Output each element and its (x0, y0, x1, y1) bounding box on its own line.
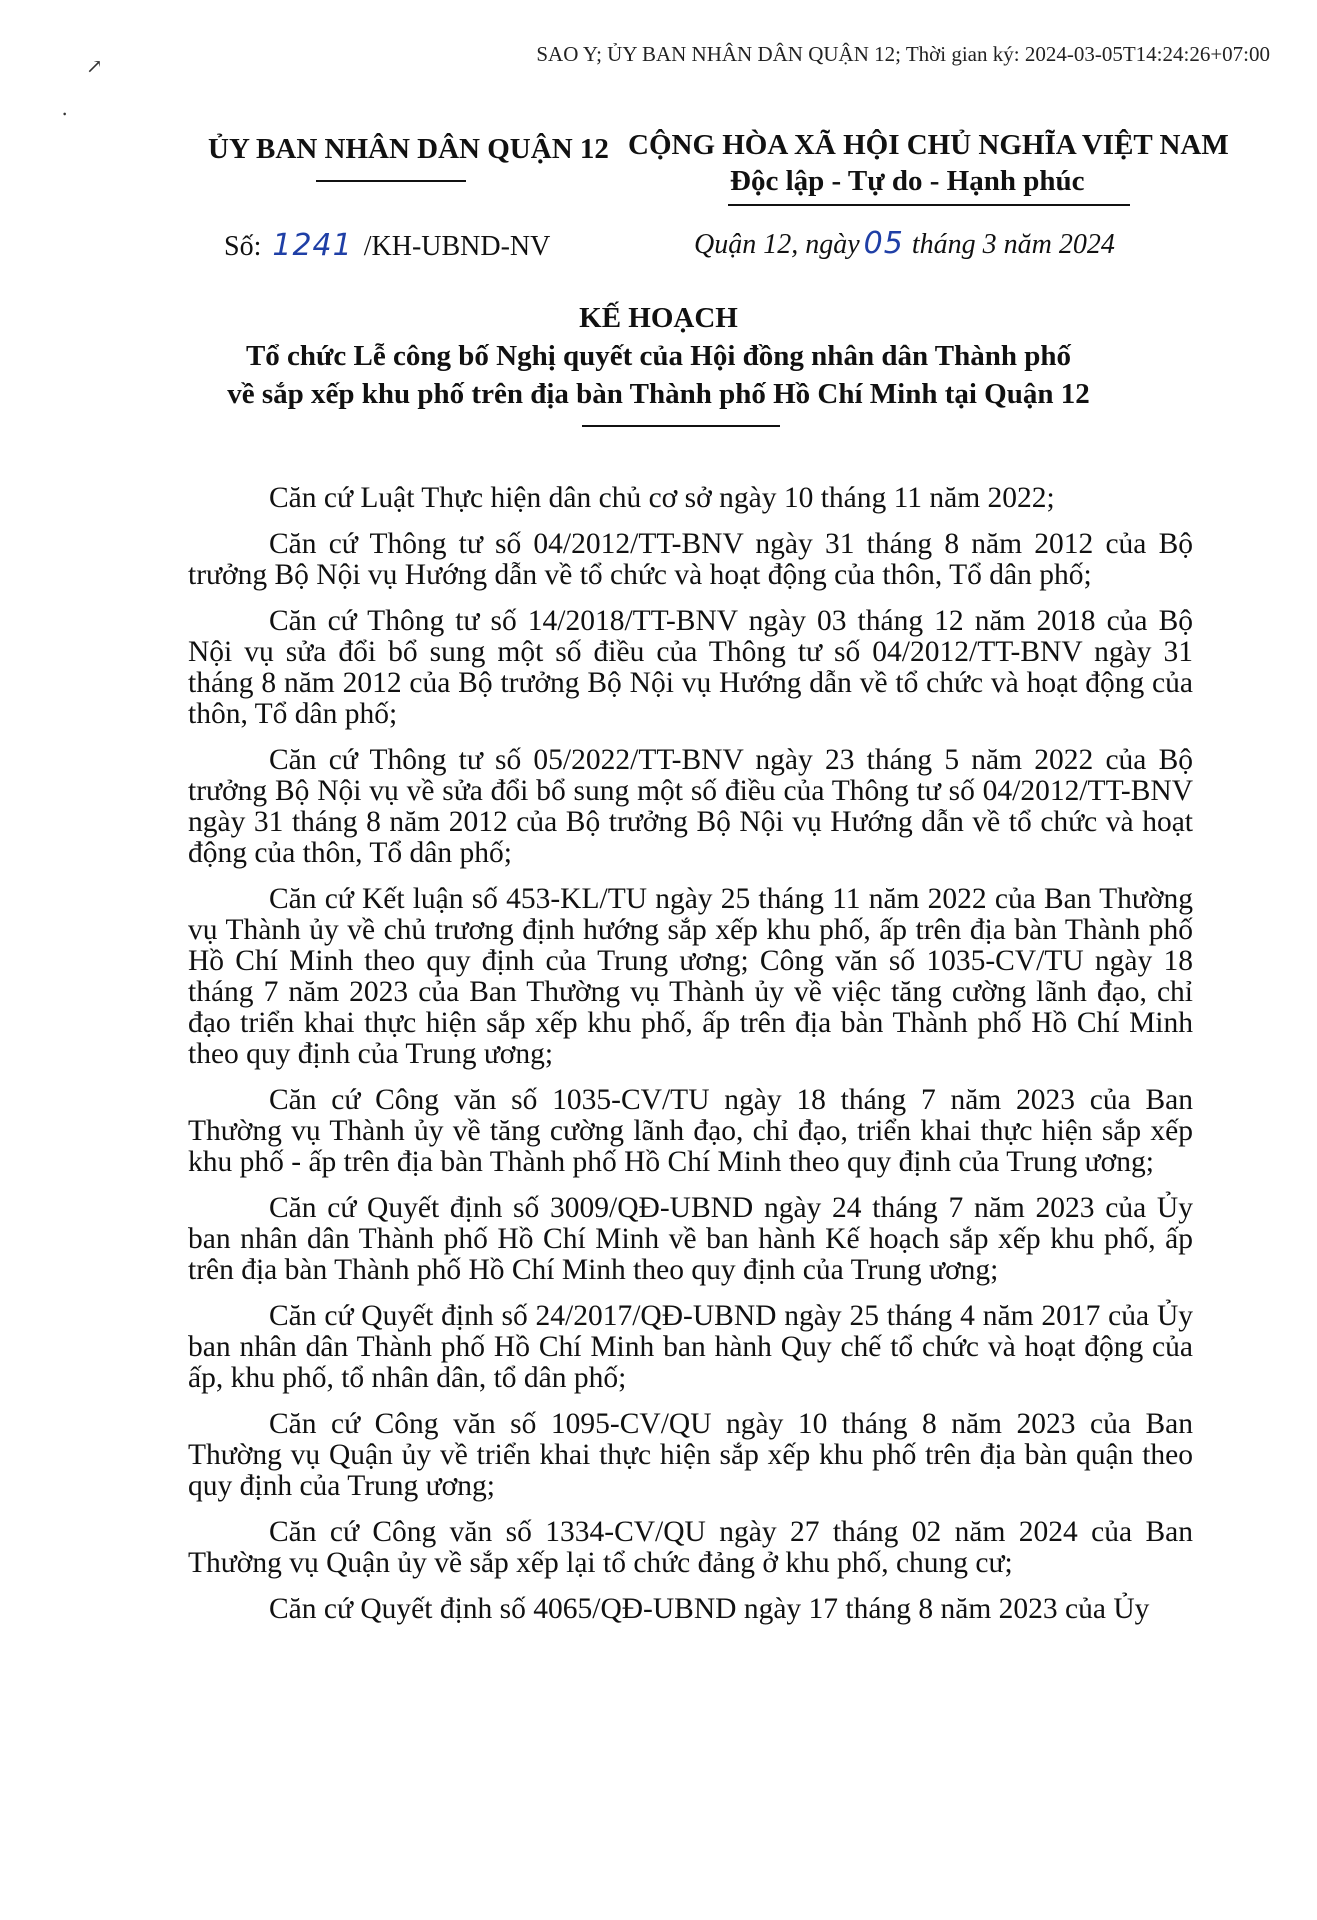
place-and-date (694, 226, 1115, 261)
scan-mark-icon: ↗ (86, 56, 103, 78)
legal-basis-paragraph: Căn cứ Luật Thực hiện dân chủ cơ sở ngày 10 tháng 11 năm 2022; (269, 482, 1055, 514)
handwritten-document-number: 1241 (272, 228, 353, 263)
national-title: CỘNG HÒA XÃ HỘI CHỦ NGHĨA VIỆT NAM (628, 129, 1229, 161)
place-date-part2: tháng 3 năm 2024 (911, 229, 1115, 260)
scan-dot-icon: ⸱ (62, 104, 68, 126)
document-number-suffix: /KH-UBND-NV (363, 231, 551, 262)
digital-copy-stamp: SAO Y; ỦY BAN NHÂN DÂN QUẬN 12; Thời gian ký: 2024-03-05T14:24:26+07:00 (536, 42, 1270, 66)
legal-basis-paragraph: Căn cứ Thông tư số 04/2012/TT-BNV ngày 31 tháng 8 năm 2012 của Bộ trưởng Bộ Nội vụ Hướng dẫn về tổ chức và hoạt động của thôn, Tổ dân phố; (188, 528, 1193, 591)
legal-basis-paragraph: Căn cứ Quyết định số 24/2017/QĐ-UBND ngày 25 tháng 4 năm 2017 của Ủy ban nhân dân Thành phố Hồ Chí Minh ban hành Quy chế tổ chức và hoạt động của ấp, khu phố, tổ nhân dân, tổ dân phố; (188, 1300, 1193, 1394)
agency-underline (316, 180, 466, 182)
legal-basis-paragraph: Căn cứ Công văn số 1035-CV/TU ngày 18 tháng 7 năm 2023 của Ban Thường vụ Thành ủy về tăng cường lãnh đạo, chỉ đạo, triển khai thực hiện sắp xếp khu phố - ấp trên địa bàn Thành phố Hồ Chí Minh theo quy định của Trung ương; (188, 1084, 1193, 1178)
title-underline (582, 425, 780, 427)
document-type-heading: KẾ HOẠCH (579, 302, 738, 334)
legal-basis-paragraph: Căn cứ Thông tư số 05/2022/TT-BNV ngày 23 tháng 5 năm 2022 của Bộ trưởng Bộ Nội vụ về sửa đổi bổ sung một số điều của Thông tư số 04/2012/TT-BNV ngày 31 tháng 8 năm 2012 của Bộ trưởng Bộ Nội vụ Hướng dẫn về tổ chức và hoạt động của thôn, Tổ dân phố; (188, 744, 1193, 869)
issuing-agency: ỦY BAN NHÂN DÂN QUẬN 12 (208, 133, 609, 165)
document-number-prefix: Số: (224, 231, 262, 262)
legal-basis-paragraph: Căn cứ Thông tư số 14/2018/TT-BNV ngày 03 tháng 12 năm 2018 của Bộ Nội vụ sửa đổi bổ sung một số điều của Thông tư số 04/2012/TT-BNV ngày 31 tháng 8 năm 2012 của Bộ trưởng Bộ Nội vụ Hướng dẫn về tổ chức và hoạt động của thôn, Tổ dân phố; (188, 605, 1193, 730)
legal-basis-body (188, 483, 1193, 1640)
legal-basis-paragraph: Căn cứ Quyết định số 4065/QĐ-UBND ngày 17 tháng 8 năm 2023 của Ủy (269, 1593, 1150, 1625)
motto-underline (728, 204, 1130, 206)
national-motto: Độc lập - Tự do - Hạnh phúc (730, 165, 1085, 197)
legal-basis-paragraph: Căn cứ Kết luận số 453-KL/TU ngày 25 tháng 11 năm 2022 của Ban Thường vụ Thành ủy về chủ trương định hướng sắp xếp khu phố, ấp trên địa bàn Thành phố Hồ Chí Minh theo quy định của Trung ương; Công văn số 1035-CV/TU ngày 18 tháng 7 năm 2023 của Ban Thường vụ Thành ủy về việc tăng cường lãnh đạo, chỉ đạo triển khai thực hiện sắp xếp khu phố, ấp trên địa bàn Thành phố Hồ Chí Minh theo quy định của Trung ương; (188, 883, 1193, 1070)
legal-basis-paragraph: Căn cứ Công văn số 1095-CV/QU ngày 10 tháng 8 năm 2023 của Ban Thường vụ Quận ủy về triển khai thực hiện sắp xếp khu phố trên địa bàn quận theo quy định của Trung ương; (188, 1408, 1193, 1502)
legal-basis-paragraph: Căn cứ Quyết định số 3009/QĐ-UBND ngày 24 tháng 7 năm 2023 của Ủy ban nhân dân Thành phố Hồ Chí Minh về ban hành Kế hoạch sắp xếp khu phố, ấp trên địa bàn Thành phố Hồ Chí Minh theo quy định của Trung ương; (188, 1192, 1193, 1286)
place-date-part1: Quận 12, ngày (694, 229, 860, 260)
handwritten-day: 05 (863, 226, 904, 261)
document-number (224, 228, 550, 263)
legal-basis-paragraph: Căn cứ Công văn số 1334-CV/QU ngày 27 tháng 02 năm 2024 của Ban Thường vụ Quận ủy về sắp xếp lại tổ chức đảng ở khu phố, chung cư; (188, 1516, 1193, 1579)
document-title-line-2: về sắp xếp khu phố trên địa bàn Thành phố Hồ Chí Minh tại Quận 12 (227, 378, 1090, 410)
document-title-line-1: Tổ chức Lễ công bố Nghị quyết của Hội đồng nhân dân Thành phố (245, 340, 1072, 372)
